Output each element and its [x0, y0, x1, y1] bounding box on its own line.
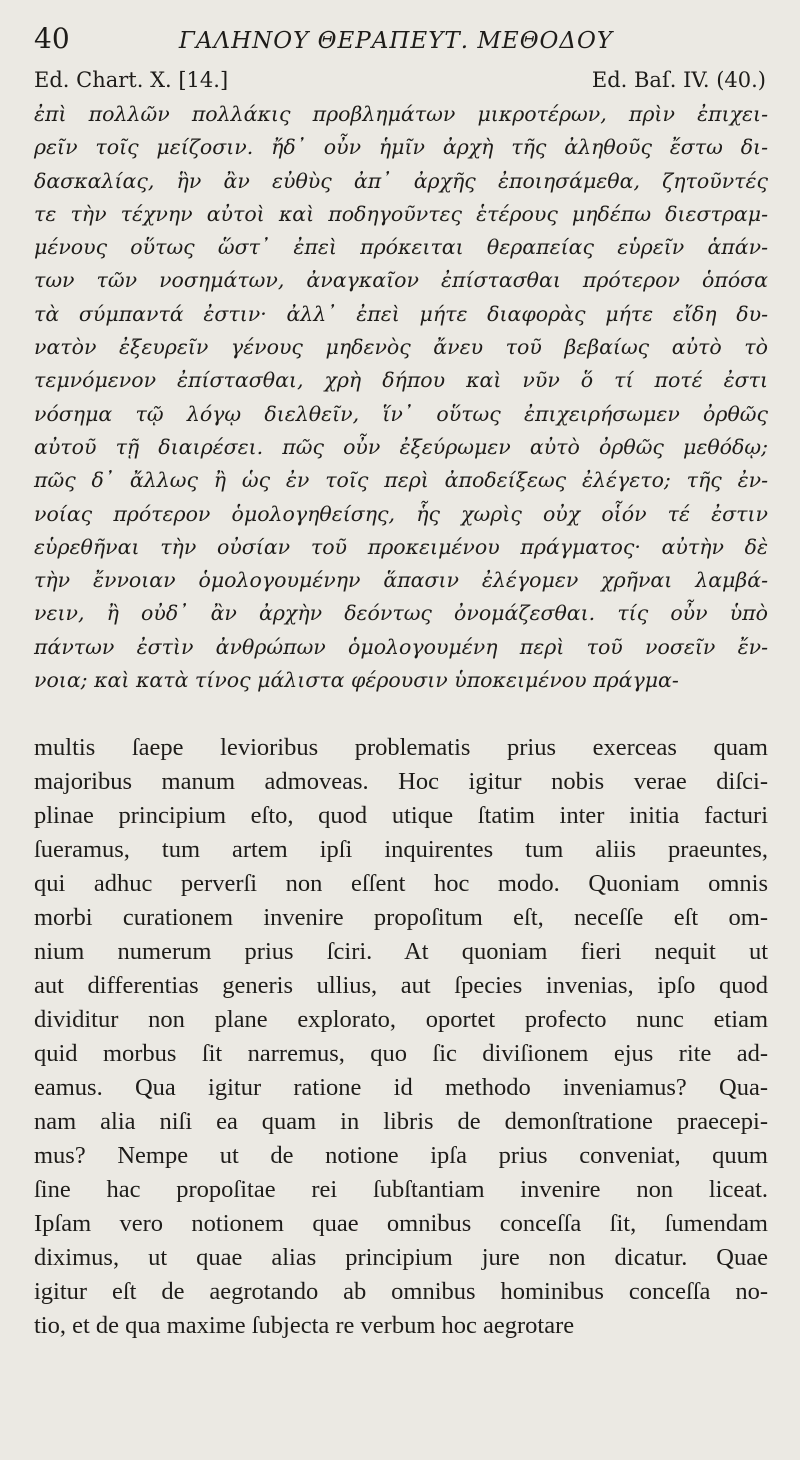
latin-text-line: diximus, ut quae alias principium jure non dicatur. Quae	[34, 1244, 768, 1272]
greek-text-line: νοίας πρότερον ὁμολογηθείσης, ἧς χωρὶς οὐχ οἷόν τέ ἐστιν	[34, 501, 768, 526]
greek-text-line: ρεῖν τοῖς μείζοσιν. ἤδ᾽ οὖν ἡμῖν ἀρχὴ τῆς ἀληθοῦς ἔστω δι-	[34, 135, 768, 160]
greek-text-line: δασκαλίας, ἣν ἂν εὐθὺς ἀπ᾽ ἀρχῆς ἐποιησάμεθα, ζητοῦντές	[34, 168, 768, 193]
greek-text-line: μένους οὕτως ὥστ᾽ ἐπεὶ πρόκειται θεραπείας εὑρεῖν ἁπάν-	[34, 235, 768, 260]
latin-text-line: aut differentias generis ullius, aut ſpecies invenias, ipſo quod	[34, 972, 768, 1000]
greek-text-line: αὐτοῦ τῇ διαιρέσει. πῶς οὖν ἐξεύρωμεν αὐτὸ ὀρθῶς μεθόδῳ;	[34, 434, 768, 459]
latin-text-line: tio, et de qua maxime ſubjecta re verbum hoc aegrotare	[34, 1312, 575, 1340]
latin-text-line: eamus. Qua igitur ratione id methodo inveniamus? Qua-	[34, 1074, 768, 1102]
edition-ref-left: Ed. Chart. X. [14.]	[34, 68, 229, 92]
latin-text-line: ſueramus, tum artem ipſi inquirentes tum aliis praeuntes,	[34, 836, 768, 864]
greek-text-line: τὰ σύμπαντά ἐστιν· ἀλλ᾽ ἐπεὶ μήτε διαφορὰς μήτε εἴδη δυ-	[34, 301, 768, 326]
greek-text-block	[34, 98, 768, 697]
edition-ref-right: Ed. Baſ. IV. (40.)	[591, 68, 766, 92]
latin-text-line: quid morbus ſit narremus, quo ſic diviſionem ejus rite ad-	[34, 1040, 768, 1068]
latin-text-line: qui adhuc perverſi non eſſent hoc modo. Quoniam omnis	[34, 870, 768, 898]
greek-text-line: τεμνόμενον ἐπίστασθαι, χρὴ δήπου καὶ νῦν ὅ τί ποτέ ἐστι	[34, 368, 768, 393]
greek-text-line: τε τὴν τέχνην αὐτοὶ καὶ ποδηγοῦντες ἑτέρους μηδέπω διεστραμ-	[34, 201, 768, 226]
latin-text-line: morbi curationem invenire propoſitum eſt, neceſſe eſt om-	[34, 904, 768, 932]
greek-text-line: νειν, ἢ οὐδ᾽ ἂν ἀρχὴν δεόντως ὀνομάζεσθαι. τίς οὖν ὑπὸ	[34, 601, 768, 626]
greek-text-line: πάντων ἐστὶν ἀνθρώπων ὁμολογουμένη περὶ τοῦ νοσεῖν ἔν-	[34, 634, 768, 659]
latin-text-block	[34, 731, 768, 1343]
greek-text-line: εὑρεθῆναι τὴν οὐσίαν τοῦ προκειμένου πράγματος· αὐτὴν δὲ	[34, 534, 768, 559]
latin-text-line: igitur eſt de aegrotando ab omnibus hominibus conceſſa no-	[34, 1278, 768, 1306]
latin-text-line: multis ſaepe levioribus problematis prius exerceas quam	[34, 734, 768, 762]
greek-text-line: τὴν ἔννοιαν ὁμολογουμένην ἅπασιν ἐλέγομεν χρῆναι λαμβά-	[34, 568, 768, 593]
latin-text-line: dividitur non plane explorato, oportet profecto nunc etiam	[34, 1006, 768, 1034]
latin-text-line: nam alia niſi ea quam in libris de demonſtratione praecepi-	[34, 1108, 768, 1136]
greek-text-line: νοια; καὶ κατὰ τίνος μάλιστα φέρουσιν ὑποκειμένου πράγμα-	[34, 668, 679, 693]
page-number: 40	[34, 22, 70, 55]
page-header	[34, 22, 768, 66]
latin-text-line: ſine hac propoſitae rei ſubſtantiam invenire non liceat.	[34, 1176, 768, 1204]
greek-text-line: πῶς δ᾽ ἄλλως ἢ ὡς ἐν τοῖς περὶ ἀποδείξεως ἐλέγετο; τῆς ἐν-	[34, 468, 768, 493]
greek-text-line: ἐπὶ πολλῶν πολλάκις προβλημάτων μικροτέρων, πρὶν ἐπιχει-	[34, 102, 768, 126]
latin-text-line: plinae principium eſto, quod utique ſtatim inter initia facturi	[34, 802, 768, 830]
latin-text-line: nium numerum prius ſciri. At quoniam fieri nequit ut	[34, 938, 768, 966]
latin-text-line: majoribus manum admoveas. Hoc igitur nobis verae diſci-	[34, 768, 768, 796]
edition-references	[34, 68, 768, 96]
greek-text-line: νόσημα τῷ λόγῳ διελθεῖν, ἵν᾽ οὕτως ἐπιχειρήσωμεν ὀρθῶς	[34, 401, 768, 426]
running-title: ΓΑΛΗΝΟΥ ΘΕΡΑΠΕΥΤ. ΜΕΘΟΔΟΥ	[178, 28, 614, 54]
greek-text-line: των τῶν νοσημάτων, ἀναγκαῖον ἐπίστασθαι πρότερον ὁπόσα	[34, 268, 768, 293]
latin-text-line: Ipſam vero notionem quae omnibus conceſſa ſit, ſumendam	[34, 1210, 768, 1238]
latin-text-line: mus? Nempe ut de notione ipſa prius conveniat, quum	[34, 1142, 768, 1170]
greek-text-line: νατὸν ἐξευρεῖν γένους μηδενὸς ἄνευ τοῦ βεβαίως αὐτὸ τὸ	[34, 335, 768, 360]
